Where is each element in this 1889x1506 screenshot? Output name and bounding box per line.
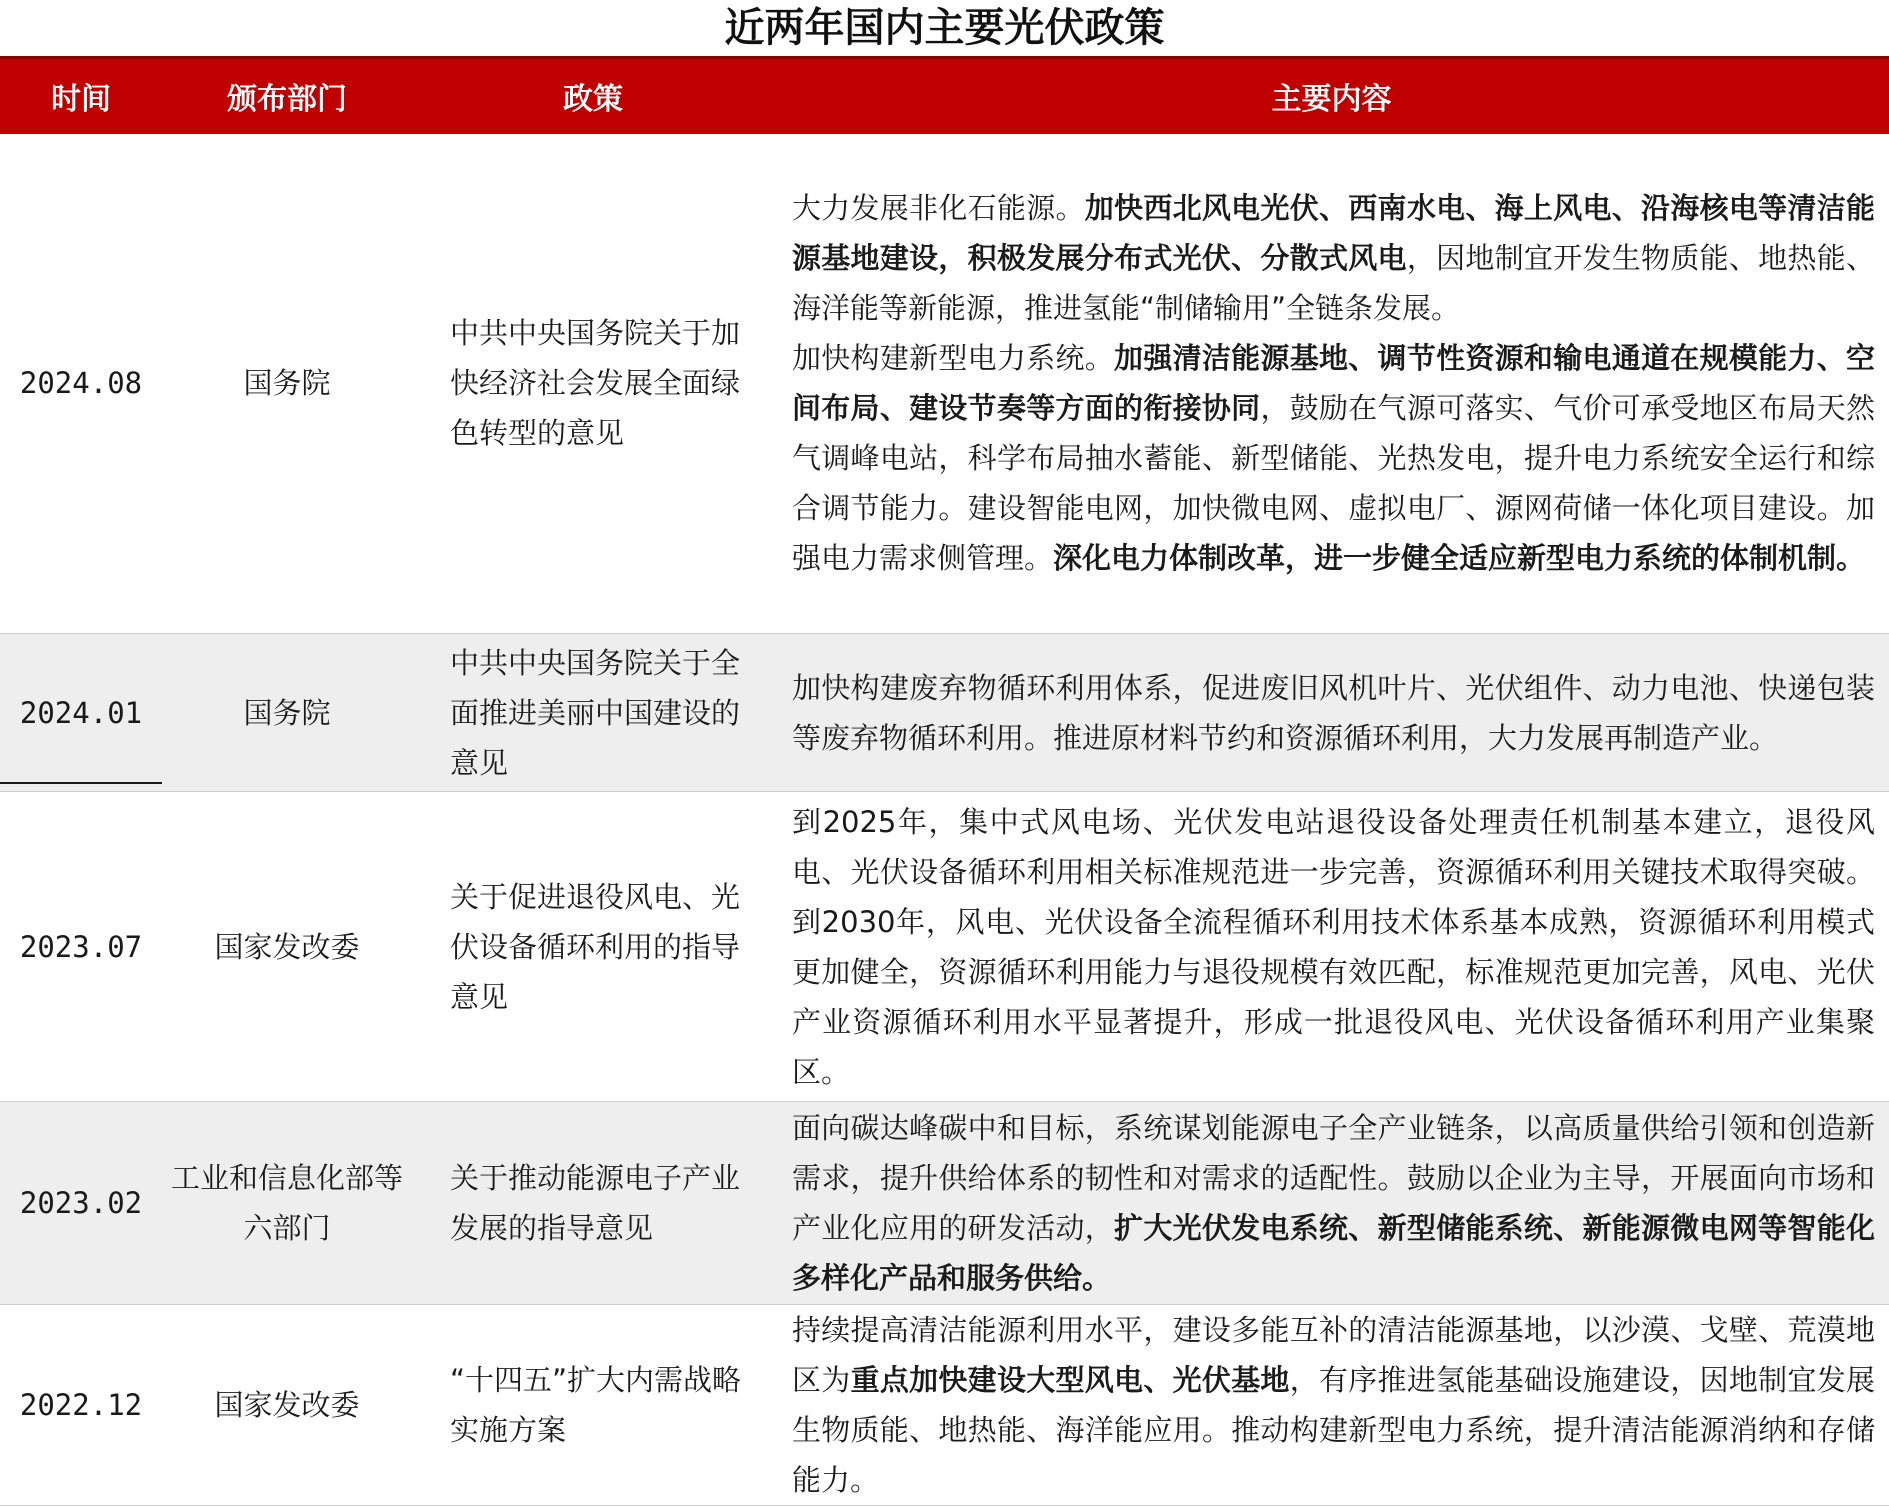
row-policy: 关于促进退役风电、光伏设备循环利用的指导意见 [450, 879, 741, 1014]
row-dept: 国务院 [243, 366, 331, 401]
content-bold-text: 加快西北风电光伏、西南水电、海上风电、沿海核电等清洁能源基地建设，积极发展分布式光伏、分散式风电 [792, 191, 1875, 276]
row-dept: 国务院 [162, 634, 412, 792]
table-row [0, 1305, 1889, 1506]
content-text: 面向碳达峰碳中和目标，系统谋划能源电子全产业链条，以高质量供给引领和创造新需求，提升供给体系的韧性和对需求的适配性。鼓励以企业为主导，开展面向市场和产业化应用的研发活动， [792, 1111, 1875, 1245]
table-row [0, 792, 1889, 1102]
header-policy: 政策 [412, 58, 774, 134]
row-date: 2023.07 [19, 929, 143, 964]
table-row [0, 634, 1889, 792]
header-dept: 颁布部门 [162, 58, 412, 134]
row-dept: 国家发改委 [214, 929, 360, 964]
row-dept: 国家发改委 [214, 1388, 360, 1422]
content-text: 加快构建新型电力系统。 [792, 341, 1115, 376]
page-title: 近两年国内主要光伏政策 [724, 4, 1165, 51]
row-dept: 工业和信息化部等六部门 [162, 1102, 412, 1305]
header-content: 主要内容 [774, 58, 1889, 134]
row-content [774, 1102, 1889, 1305]
row-content [774, 792, 1889, 1102]
policy-table [0, 56, 1889, 1506]
content-text: 大力发展非化石能源。 [792, 191, 1085, 226]
row-content [774, 1305, 1889, 1506]
content-bold-text: 扩大光伏发电系统、新型储能系统、新能源微电网等智能化多样化产品和服务供给。 [792, 1211, 1875, 1295]
table-row [0, 134, 1889, 634]
row-policy: 关于推动能源电子产业发展的指导意见 [412, 1102, 774, 1305]
row-policy: 中共中央国务院关于全面推进美丽中国建设的意见 [412, 634, 774, 792]
content-bold-text: 加强清洁能源基地、调节性资源和输电通道在规模能力、空间布局、建设节奏等方面的衔接协同 [792, 341, 1875, 426]
row-policy: 中共中央国务院关于加快经济社会发展全面绿色转型的意见 [450, 316, 741, 451]
header-date: 时间 [0, 58, 162, 134]
content-text: ，有序推进氢能基础设施建设，因地制宜发展生物质能、地热能、海洋能应用。推动构建新型电力系统，提升清洁能源消纳和存储能力。 [792, 1363, 1875, 1497]
row-content [774, 634, 1889, 792]
content-bold-text: 深化电力体制改革，进一步健全适应新型电力系统的体制机制。 [1053, 541, 1866, 576]
table-row [0, 1102, 1889, 1305]
content-text: 到2025年，集中式风电场、光伏发电站退役设备处理责任机制基本建立，退役风电、光伏设备循环利用相关标准规范进一步完善，资源循环利用关键技术取得突破。到2030年，风电、光伏设备全流程循环利用技术体系基本成熟，资源循环利用模式更加健全，资源循环利用能力与退役规模有效匹配，标准规范更加完善，风电、光伏产业资源循环利用水平显著提升，形成一批退役风电、光伏设备循环利用产业集聚区。 [792, 804, 1875, 1089]
row-date: 2022.12 [19, 1388, 143, 1422]
row-divider [0, 782, 162, 784]
table-header [0, 58, 1889, 134]
row-policy: “十四五”扩大内需战略实施方案 [450, 1363, 742, 1447]
content-text: ，鼓励在气源可落实、气价可承受地区布局天然气调峰电站，科学布局抽水蓄能、新型储能、光热发电，提升电力系统安全运行和综合调节能力。建设智能电网，加快微电网、虚拟电厂、源网荷储一体化项目建设。加强电力需求侧管理。 [792, 391, 1875, 576]
content-text: 持续提高清洁能源利用水平，建设多能互补的清洁能源基地，以沙漠、戈壁、荒漠地区为 [792, 1313, 1875, 1397]
row-date: 2023.02 [0, 1102, 162, 1305]
content-text: 加快构建废弃物循环利用体系，促进废旧风机叶片、光伏组件、动力电池、快递包装等废弃物循环利用。推进原材料节约和资源循环利用，大力发展再制造产业。 [792, 670, 1875, 755]
row-date: 2024.08 [19, 366, 143, 401]
row-date: 2024.01 [0, 634, 162, 792]
row-content [774, 134, 1889, 634]
content-bold-text: 重点加快建设大型风电、光伏基地 [850, 1363, 1290, 1397]
content-text: ，因地制宜开发生物质能、地热能、海洋能等新能源，推进氢能“制储输用”全链条发展。 [792, 241, 1875, 326]
table-body [0, 134, 1889, 1506]
